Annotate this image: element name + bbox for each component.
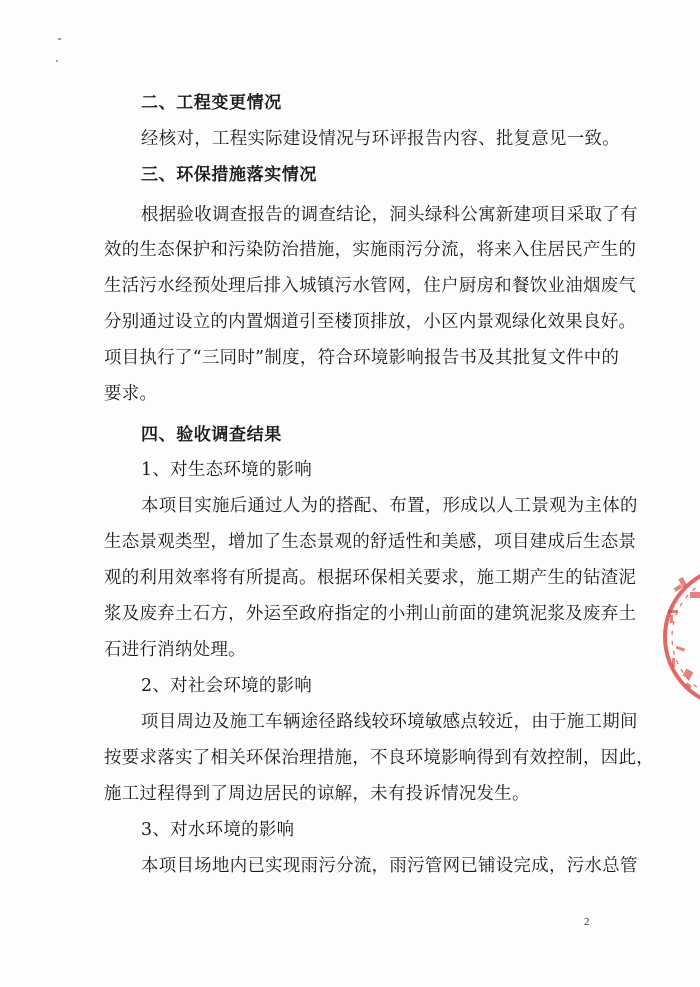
scan-speck [58,38,61,40]
section-heading-acceptance-results: 四、验收调查结果 [141,425,282,445]
section-heading-environmental-measures: 三、环保措施落实情况 [141,165,317,185]
paragraph-line: 项目执行了“三同时”制度，符合环境影响报告书及其批复文件中的 [104,348,620,368]
paragraph-line: 生活污水经预处理后排入城镇污水管网，住户厨房和餐饮业油烟废气 [104,276,637,296]
paragraph-line: 施工过程得到了周边居民的谅解，未有投诉情况发生。 [104,784,530,804]
subsection-heading-social: 2、对社会环境的影响 [141,676,313,696]
paragraph-line: 观的利用效率将有所提高。根据环保相关要求，施工期产生的钻渣泥 [104,568,637,588]
scan-speck [56,60,58,62]
page-number: 2 [584,916,590,928]
paragraph-line: 本项目场地内已实现雨污分流，雨污管网已铺设完成，污水总管 [141,856,638,876]
paragraph-line: 分别通过设立的内置烟道引至楼顶排放，小区内景观绿化效果良好。 [104,312,637,332]
paragraph-line: 根据验收调查报告的调查结论，洞头绿科公寓新建项目采取了有 [141,205,638,225]
subsection-heading-ecological: 1、对生态环境的影响 [141,460,313,480]
paragraph-line: 本项目实施后通过人为的搭配、布置，形成以人工景观为主体的 [141,496,638,516]
paragraph-line: 石进行消纳处理。 [104,640,246,660]
paragraph-line: 浆及废弃土石方，外运至政府指定的小荆山前面的建筑泥浆及废弃土 [104,604,637,624]
subsection-heading-water: 3、对水环境的影响 [141,820,295,840]
paragraph-line: 效的生态保护和污染防治措施，实施雨污分流，将来入住居民产生的 [104,240,637,260]
paragraph-line: 经核对，工程实际建设情况与环评报告内容、批复意见一致。 [141,129,620,149]
official-seal-stamp [660,552,700,722]
paragraph-line: 按要求落实了相关环保治理措施，不良环境影响得到有效控制，因此， [104,748,654,768]
paragraph-line: 项目周边及施工车辆途径路线较环境敏感点较近，由于施工期间 [141,712,638,732]
paragraph-line: 生态景观类型，增加了生态景观的舒适性和美感，项目建成后生态景 [104,532,637,552]
section-heading-project-change: 二、工程变更情况 [141,93,282,113]
paragraph-line: 要求。 [104,384,158,404]
